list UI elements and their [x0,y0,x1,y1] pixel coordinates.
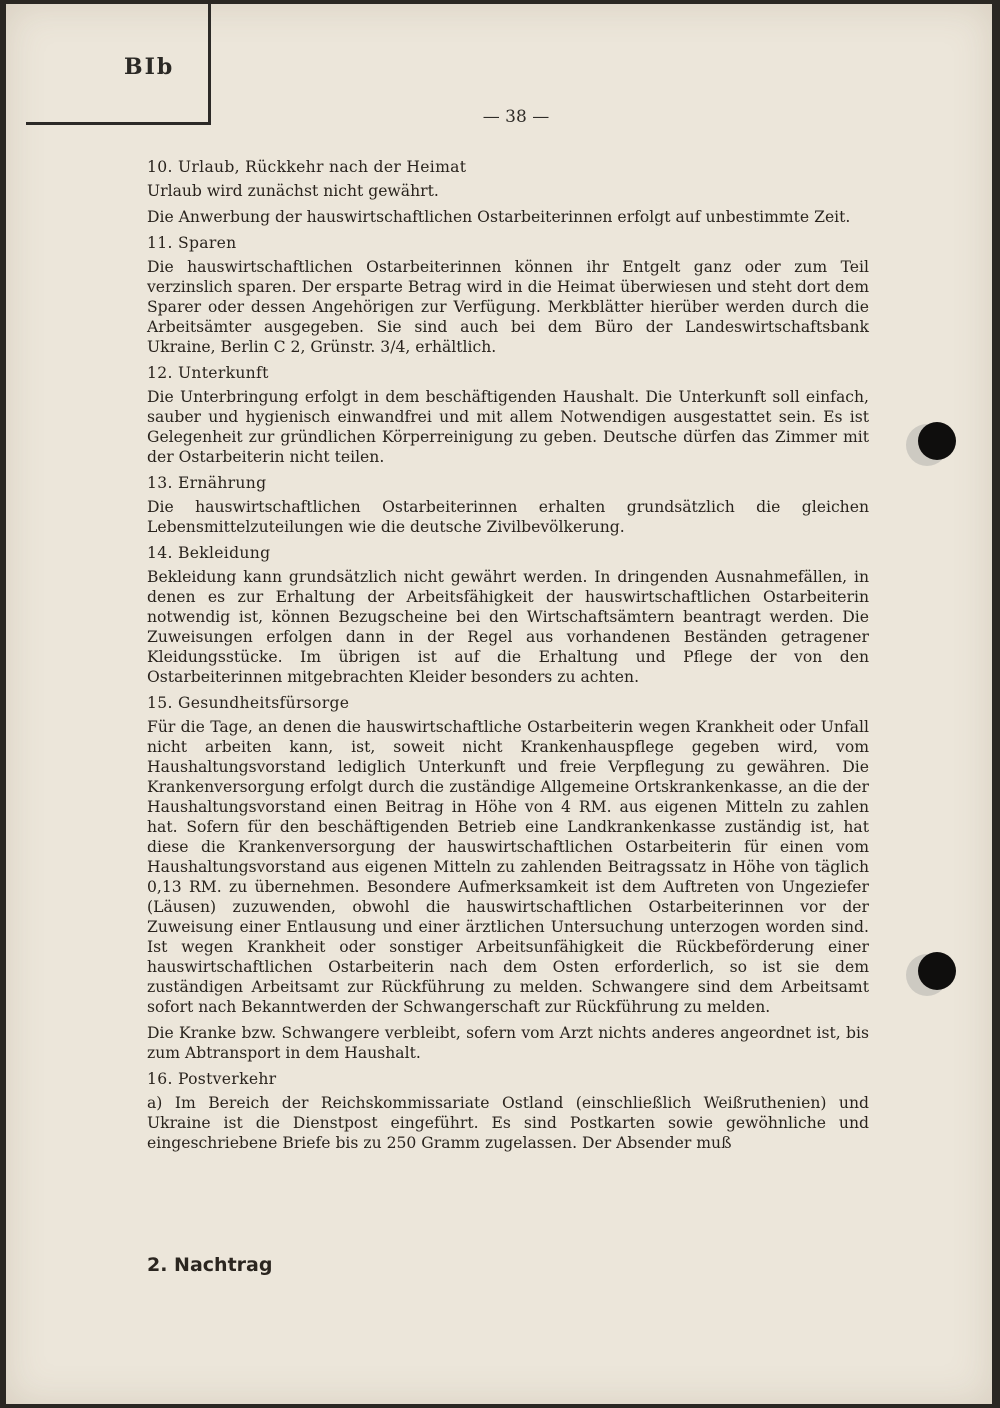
section [147,543,869,687]
supplement-label: 2. Nachtrag [147,1254,273,1276]
section [147,363,869,467]
section [147,157,869,227]
section-heading: 14. Bekleidung [147,544,271,562]
punch-hole [918,422,956,460]
section [147,473,869,537]
section-heading: 11. Sparen [147,234,237,252]
paragraph: Urlaub wird zunächst nicht gewährt. [147,182,439,200]
paragraph: Für die Tage, an denen die hauswirtschaftliche Ostarbeiterin wegen Krankheit oder Unfall nicht arbeiten kann, ist, soweit nicht Krankenhauspflege gegeben wird, vom Haushaltungsvorstand lediglich Unterkunft und freie Verpflegung zu gewähren. Die Krankenversorgung erfolgt durch die zuständige Allgemeine Ortskrankenkasse, an die der Haushaltungsvorstand einen Beitrag in Höhe von 4 RM. aus eigenen Mitteln zu zahlen hat. Sofern für den beschäftigenden Betrieb eine Landkrankenkasse zuständig ist, hat diese die Krankenversorgung der hauswirtschaftlichen Ostarbeiterin für einen vom Haushaltungsvorstand aus eigenen Mitteln zu zahlenden Beitragssatz in Höhe von täglich 0,13 RM. zu übernehmen. Besondere Aufmerksamkeit ist dem Auftreten von Ungeziefer (Läusen) zuzuwenden, obwohl die hauswirtschaftlichen Ostarbeiterinnen vor der Zuweisung einer Entlausung und einer ärztlichen Untersuchung unterzogen worden sind. Ist wegen Krankheit oder sonstiger Arbeitsunfähigkeit die Rückbeförderung einer hauswirtschaftlichen Ostarbeiterin nach dem Osten erforderlich, so ist sie dem zuständigen Arbeitsamt zur Rückführung zu melden. Schwangere sind dem Arbeitsamt sofort nach Bekanntwerden der Schwangerschaft zur Rückführung zu melden. [147,718,869,1016]
document-body [147,157,869,1159]
punch-hole [918,952,956,990]
section-heading: 15. Gesundheitsfürsorge [147,694,350,712]
section [147,693,869,1063]
paragraph: Die Kranke bzw. Schwangere verbleibt, sofern vom Arzt nichts anderes angeordnet ist, bis zum Abtransport in dem Haushalt. [147,1024,869,1062]
corner-frame [26,4,211,125]
paragraph: Die Anwerbung der hauswirtschaftlichen Ostarbeiterinnen erfolgt auf unbestimmte Zeit. [147,208,851,226]
section [147,1069,869,1153]
page-number: — 38 — [482,107,550,127]
section-heading: 10. Urlaub, Rückkehr nach der Heimat [147,158,467,176]
paragraph: Die Unterbringung erfolgt in dem beschäftigenden Haushalt. Die Unterkunft soll einfach, sauber und hygienisch einwandfrei und mit allem Notwendigen ausgestattet sein. Es ist Gelegenheit zur gründlichen Körperreinigung zu geben. Deutsche dürfen das Zimmer mit der Ostarbeiterin nicht teilen. [147,388,869,466]
section-code: BIb [124,54,175,80]
paragraph: Bekleidung kann grundsätzlich nicht gewährt werden. In dringenden Ausnahmefällen, in denen es zur Erhaltung der Arbeitsfähigkeit der hauswirtschaftlichen Ostarbeiterin notwendig ist, können Bezugscheine bei den Wirtschaftsämtern beantragt werden. Die Zuweisungen erfolgen dann in der Regel aus vorhandenen Beständen getragener Kleidungsstücke. Im übrigen ist auf die Erhaltung und Pflege der von den Ostarbeiterinnen mitgebrachten Kleider besonders zu achten. [147,568,869,686]
document-page [6,4,992,1404]
section-heading: 12. Unterkunft [147,364,269,382]
paragraph: a) Im Bereich der Reichskommissariate Ostland (einschließlich Weißruthenien) und Ukraine ist die Dienstpost eingeführt. Es sind Postkarten sowie gewöhnliche und eingeschriebene Briefe bis zu 250 Gramm zugelassen. Der Absender muß [147,1094,869,1152]
paragraph: Die hauswirtschaftlichen Ostarbeiterinnen können ihr Entgelt ganz oder zum Teil verzinslich sparen. Der ersparte Betrag wird in die Heimat überwiesen und steht dort dem Sparer oder dessen Angehörigen zur Verfügung. Merkblätter hierüber werden durch die Arbeitsämter ausgegeben. Sie sind auch bei dem Büro der Landeswirtschaftsbank Ukraine, Berlin C 2, Grünstr. 3/4, erhältlich. [147,258,869,356]
section-heading: 13. Ernährung [147,474,267,492]
section-heading: 16. Postverkehr [147,1070,277,1088]
section [147,233,869,357]
paragraph: Die hauswirtschaftlichen Ostarbeiterinnen erhalten grundsätzlich die gleichen Lebensmittelzuteilungen wie die deutsche Zivilbevölkerung. [147,498,869,536]
